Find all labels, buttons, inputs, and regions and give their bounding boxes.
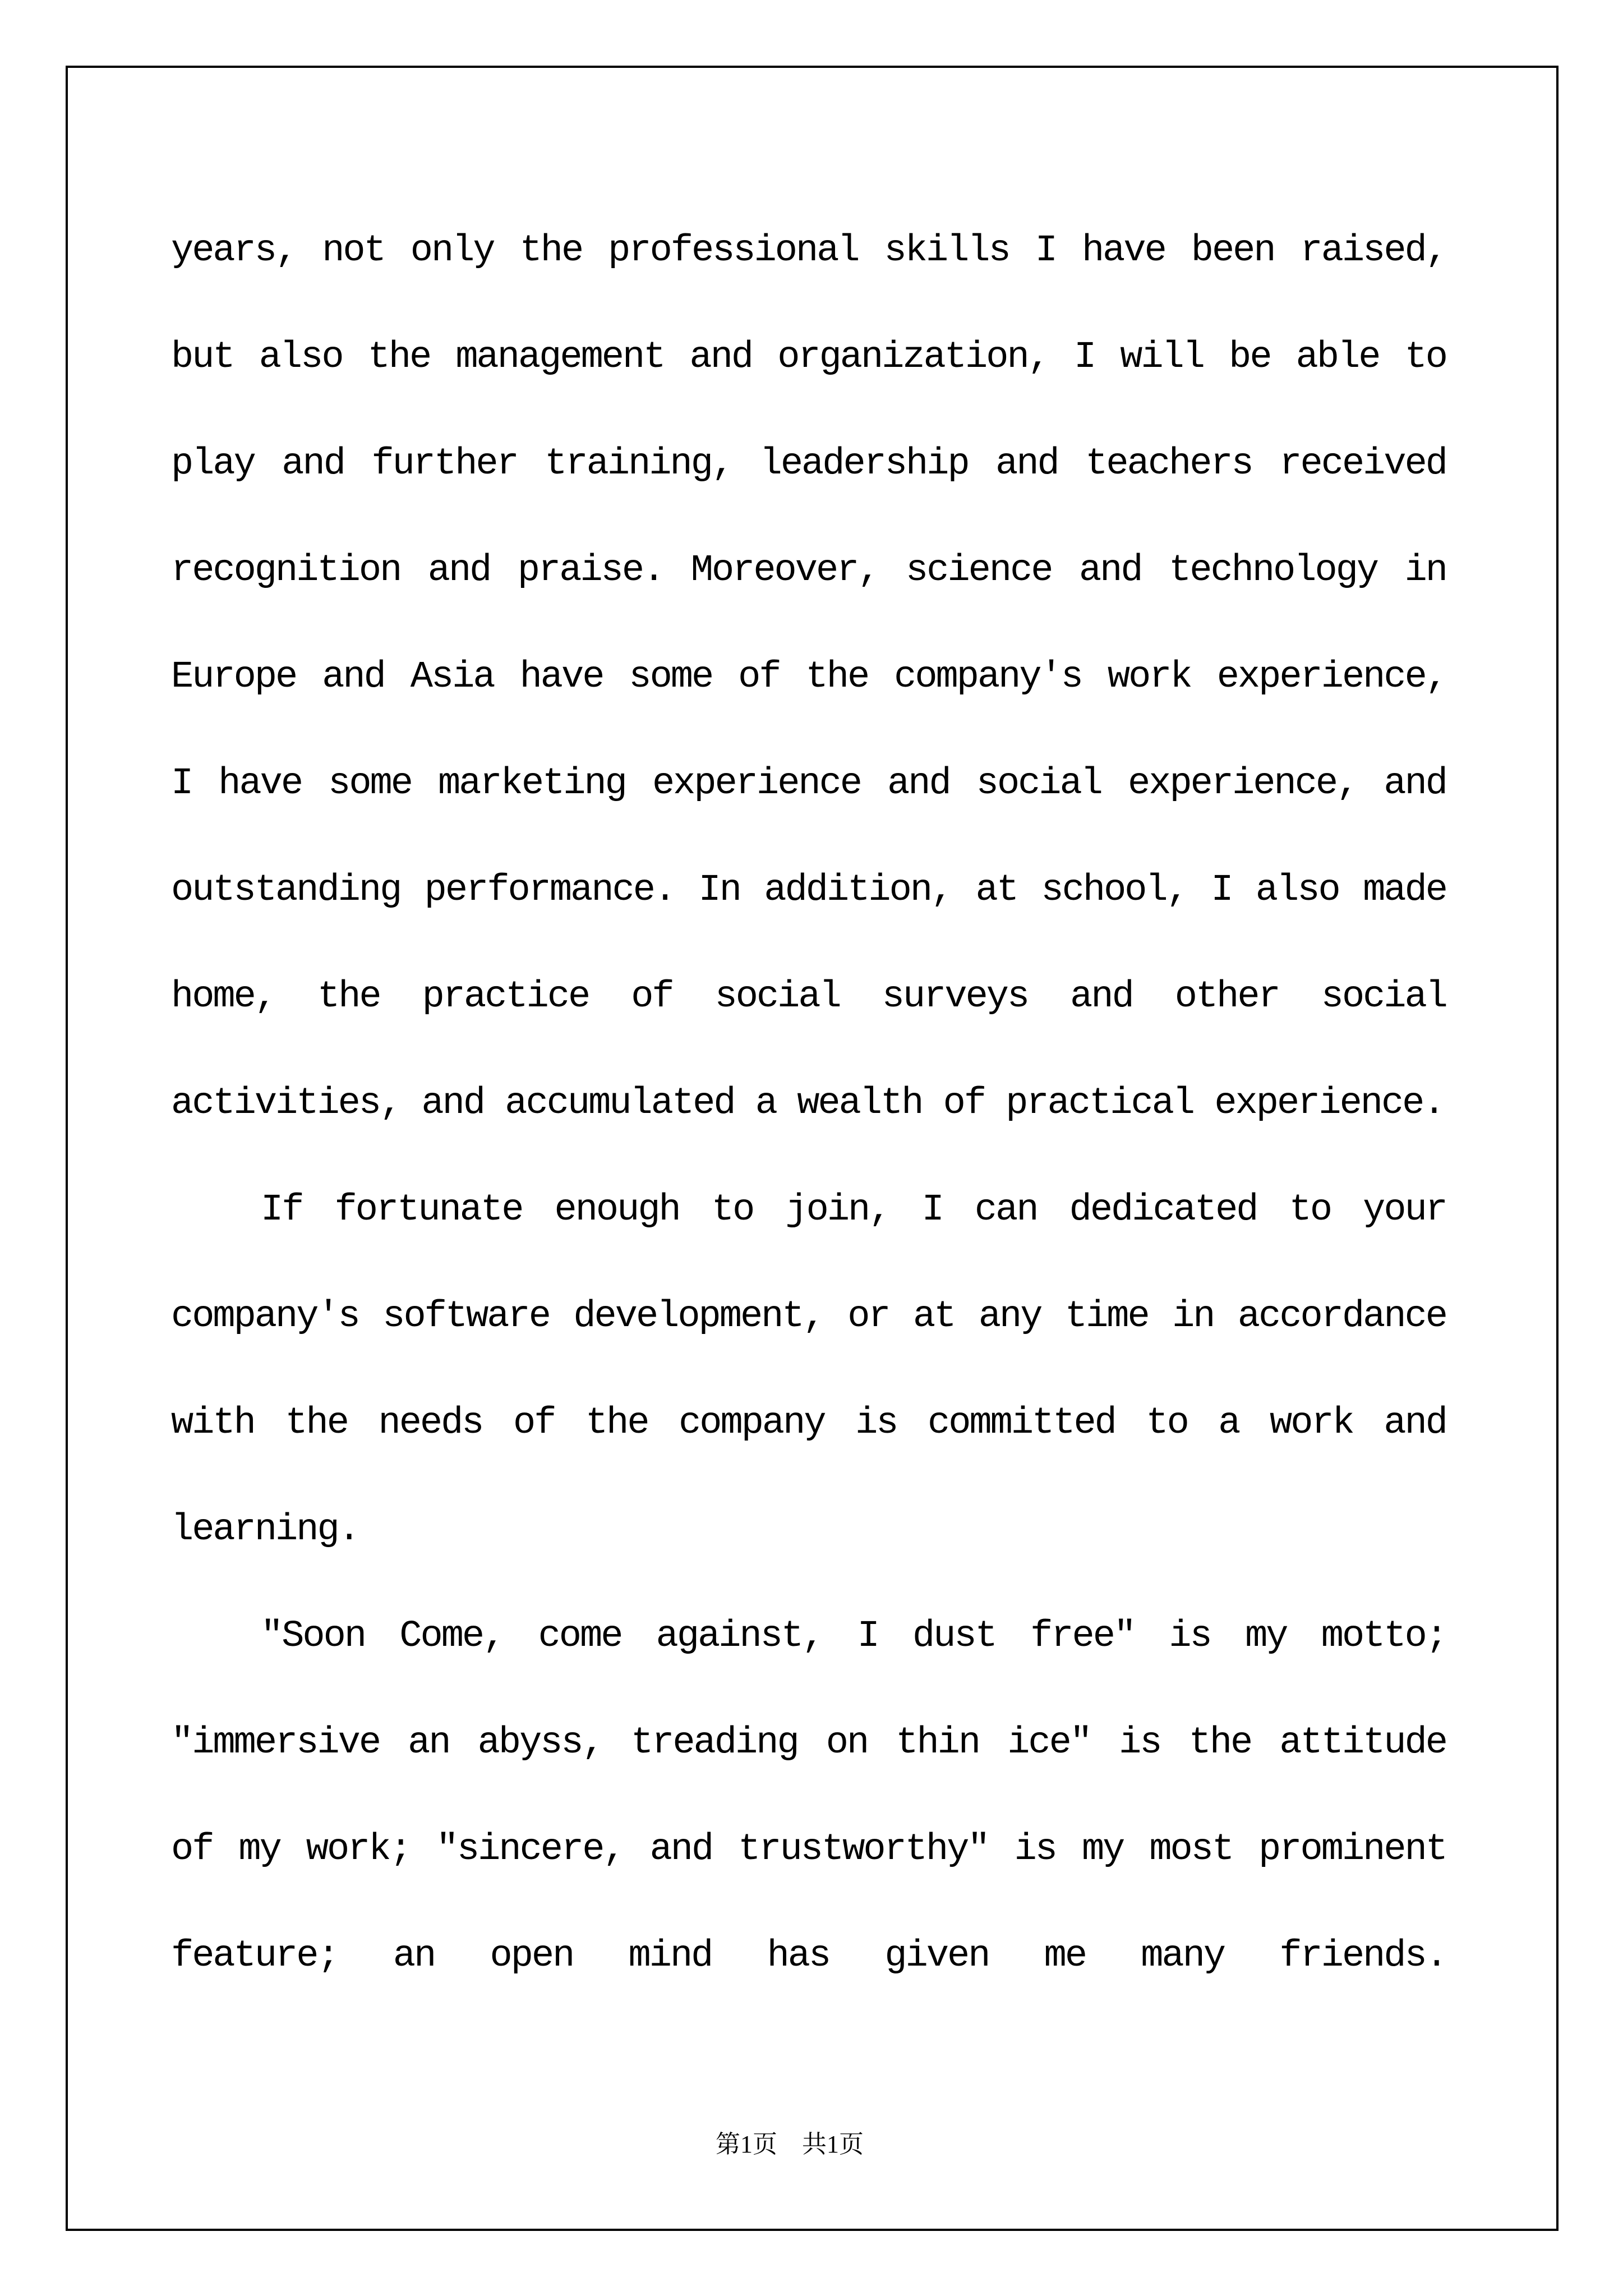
text-line: play and further training, leadership and teachers received — [171, 443, 1446, 485]
text-line: company's software development, or at any time in accordance — [171, 1295, 1446, 1338]
text-line: with the needs of the company is committed to a work and — [171, 1402, 1446, 1444]
text-line: I have some marketing experience and social experience, and — [171, 762, 1446, 805]
text-line: learning. — [171, 1508, 359, 1551]
text-line: "immersive an abyss, treading on thin ice" is the attitude — [171, 1722, 1446, 1764]
text-line: Europe and Asia have some of the company's work experience, — [171, 656, 1446, 698]
paragraph — [171, 197, 1446, 1157]
text-line: recognition and praise. Moreover, science and technology in — [171, 549, 1446, 592]
text-line: but also the management and organization, I will be able to — [171, 336, 1446, 379]
page-footer — [0, 2112, 1579, 2177]
text-line: If fortunate enough to join, I can dedicated to your — [261, 1189, 1446, 1231]
text-line: activities, and accumulated a wealth of practical experience. — [171, 1082, 1444, 1125]
text-line: outstanding performance. In addition, at school, I also made — [171, 869, 1446, 912]
text-line: "Soon Come, come against, I dust free" is my motto; — [261, 1615, 1446, 1658]
text-line: feature; an open mind has given me many friends. — [171, 1935, 1446, 1977]
paragraph — [171, 1157, 1446, 1583]
text-line: of my work; "sincere, and trustworthy" is my most prominent — [171, 1828, 1446, 1871]
page-number-text: 第1页 共1页 — [716, 2131, 864, 2158]
text-line: years, not only the professional skills I have been raised, — [171, 229, 1446, 272]
text-line: home, the practice of social surveys and other social — [171, 976, 1446, 1018]
paragraph — [171, 1583, 1446, 2009]
document-body — [171, 197, 1446, 2009]
